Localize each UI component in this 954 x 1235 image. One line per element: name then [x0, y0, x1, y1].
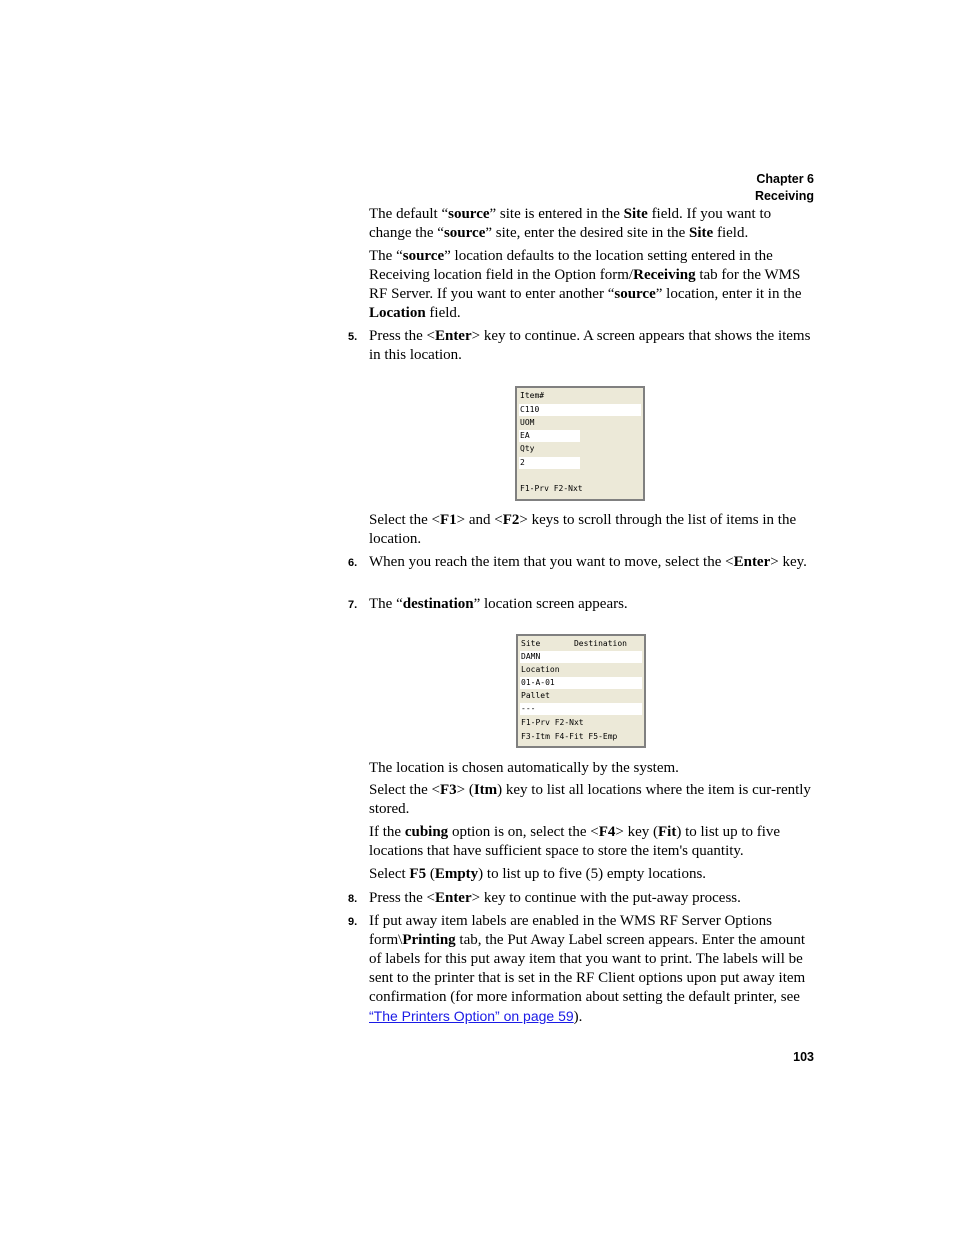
page-number: 103 — [793, 1050, 814, 1064]
paragraph-scroll-items: Select the <F1> and <F2> keys to scroll through the list of items in the location. — [369, 512, 797, 547]
rf-function-keys-2: F3-Itm F4-Fit F5-Emp — [521, 732, 618, 741]
step-8-text: Press the <Enter> key to continue with the put-away process. — [369, 890, 741, 906]
rf-label-site-destination: Site Destination — [521, 639, 627, 648]
step-7-text: The “destination” location screen appears. — [369, 596, 628, 612]
rf-label-location: Location — [521, 665, 560, 674]
paragraph-f5-key: Select F5 (Empty) to list up to five (5) empty locations. — [369, 866, 707, 882]
rf-field-qty[interactable]: 2 — [519, 457, 580, 469]
rf-field-location[interactable]: 01-A-01 — [520, 677, 642, 689]
rf-function-keys: F1-Prv F2-Nxt — [520, 484, 583, 493]
paragraph-f4-key: If the cubing option is on, select the <F4> key (Fit) to list up to five locations that have sufficient space to store the item's quantity. — [369, 824, 781, 859]
rf-field-site[interactable]: DAMN — [520, 651, 642, 663]
step-6-text: When you reach the item that you want to move, select the <Enter> key. — [369, 554, 807, 570]
rf-label-item: Item# — [520, 391, 545, 400]
paragraph-auto-location: The location is chosen automatically by the system. — [369, 760, 679, 776]
rf-screen-items — [515, 386, 645, 501]
step-5-text: Press the <Enter> key to continue. A screen appears that shows the items in this location. — [369, 328, 811, 363]
rf-label-uom: UOM — [520, 418, 535, 427]
step-9-text: If put away item labels are enabled in the WMS RF Server Options form\Printing tab, the Put Away Label screen appears. Enter the amount of labels for this put away item that you want to print. The labels will be sent to the printer that is set in the RF Client options upon put away item confirmation (for more information about setting the default printer, see “The Printers Option” on page 59). — [369, 913, 806, 1025]
rf-field-item[interactable]: C110 — [519, 404, 641, 416]
paragraph-source-location: The “source” location defaults to the location setting entered in the Receiving location field in the Option form/Receiving tab for the WMS RF Server. If you want to enter another “source” location, enter it in the Location field. — [369, 248, 802, 321]
chapter-label: Chapter 6 — [756, 172, 814, 186]
paragraph-source-site: The default “source” site is entered in the Site field. If you want to change the “source” site, enter the desired site in the Site field. — [369, 206, 772, 241]
section-label: Receiving — [754, 189, 814, 203]
rf-label-qty: Qty — [520, 444, 535, 453]
page-header — [755, 171, 814, 205]
step-number: 9. — [348, 916, 358, 928]
printers-option-link[interactable]: “The Printers Option” on page 59 — [369, 1008, 574, 1024]
paragraph-f3-key: Select the <F3> (Itm) key to list all locations where the item is cur-rently stored. — [369, 782, 811, 817]
rf-screen-destination — [516, 634, 646, 748]
step-number: 6. — [348, 557, 358, 569]
rf-label-pallet: Pallet — [521, 691, 550, 700]
step-number: 5. — [348, 331, 358, 343]
rf-field-pallet[interactable]: --- — [520, 703, 642, 715]
rf-field-uom[interactable]: EA — [519, 430, 580, 442]
step-number: 8. — [348, 893, 358, 905]
rf-function-keys-1: F1-Prv F2-Nxt — [521, 718, 584, 727]
step-number: 7. — [348, 599, 358, 611]
